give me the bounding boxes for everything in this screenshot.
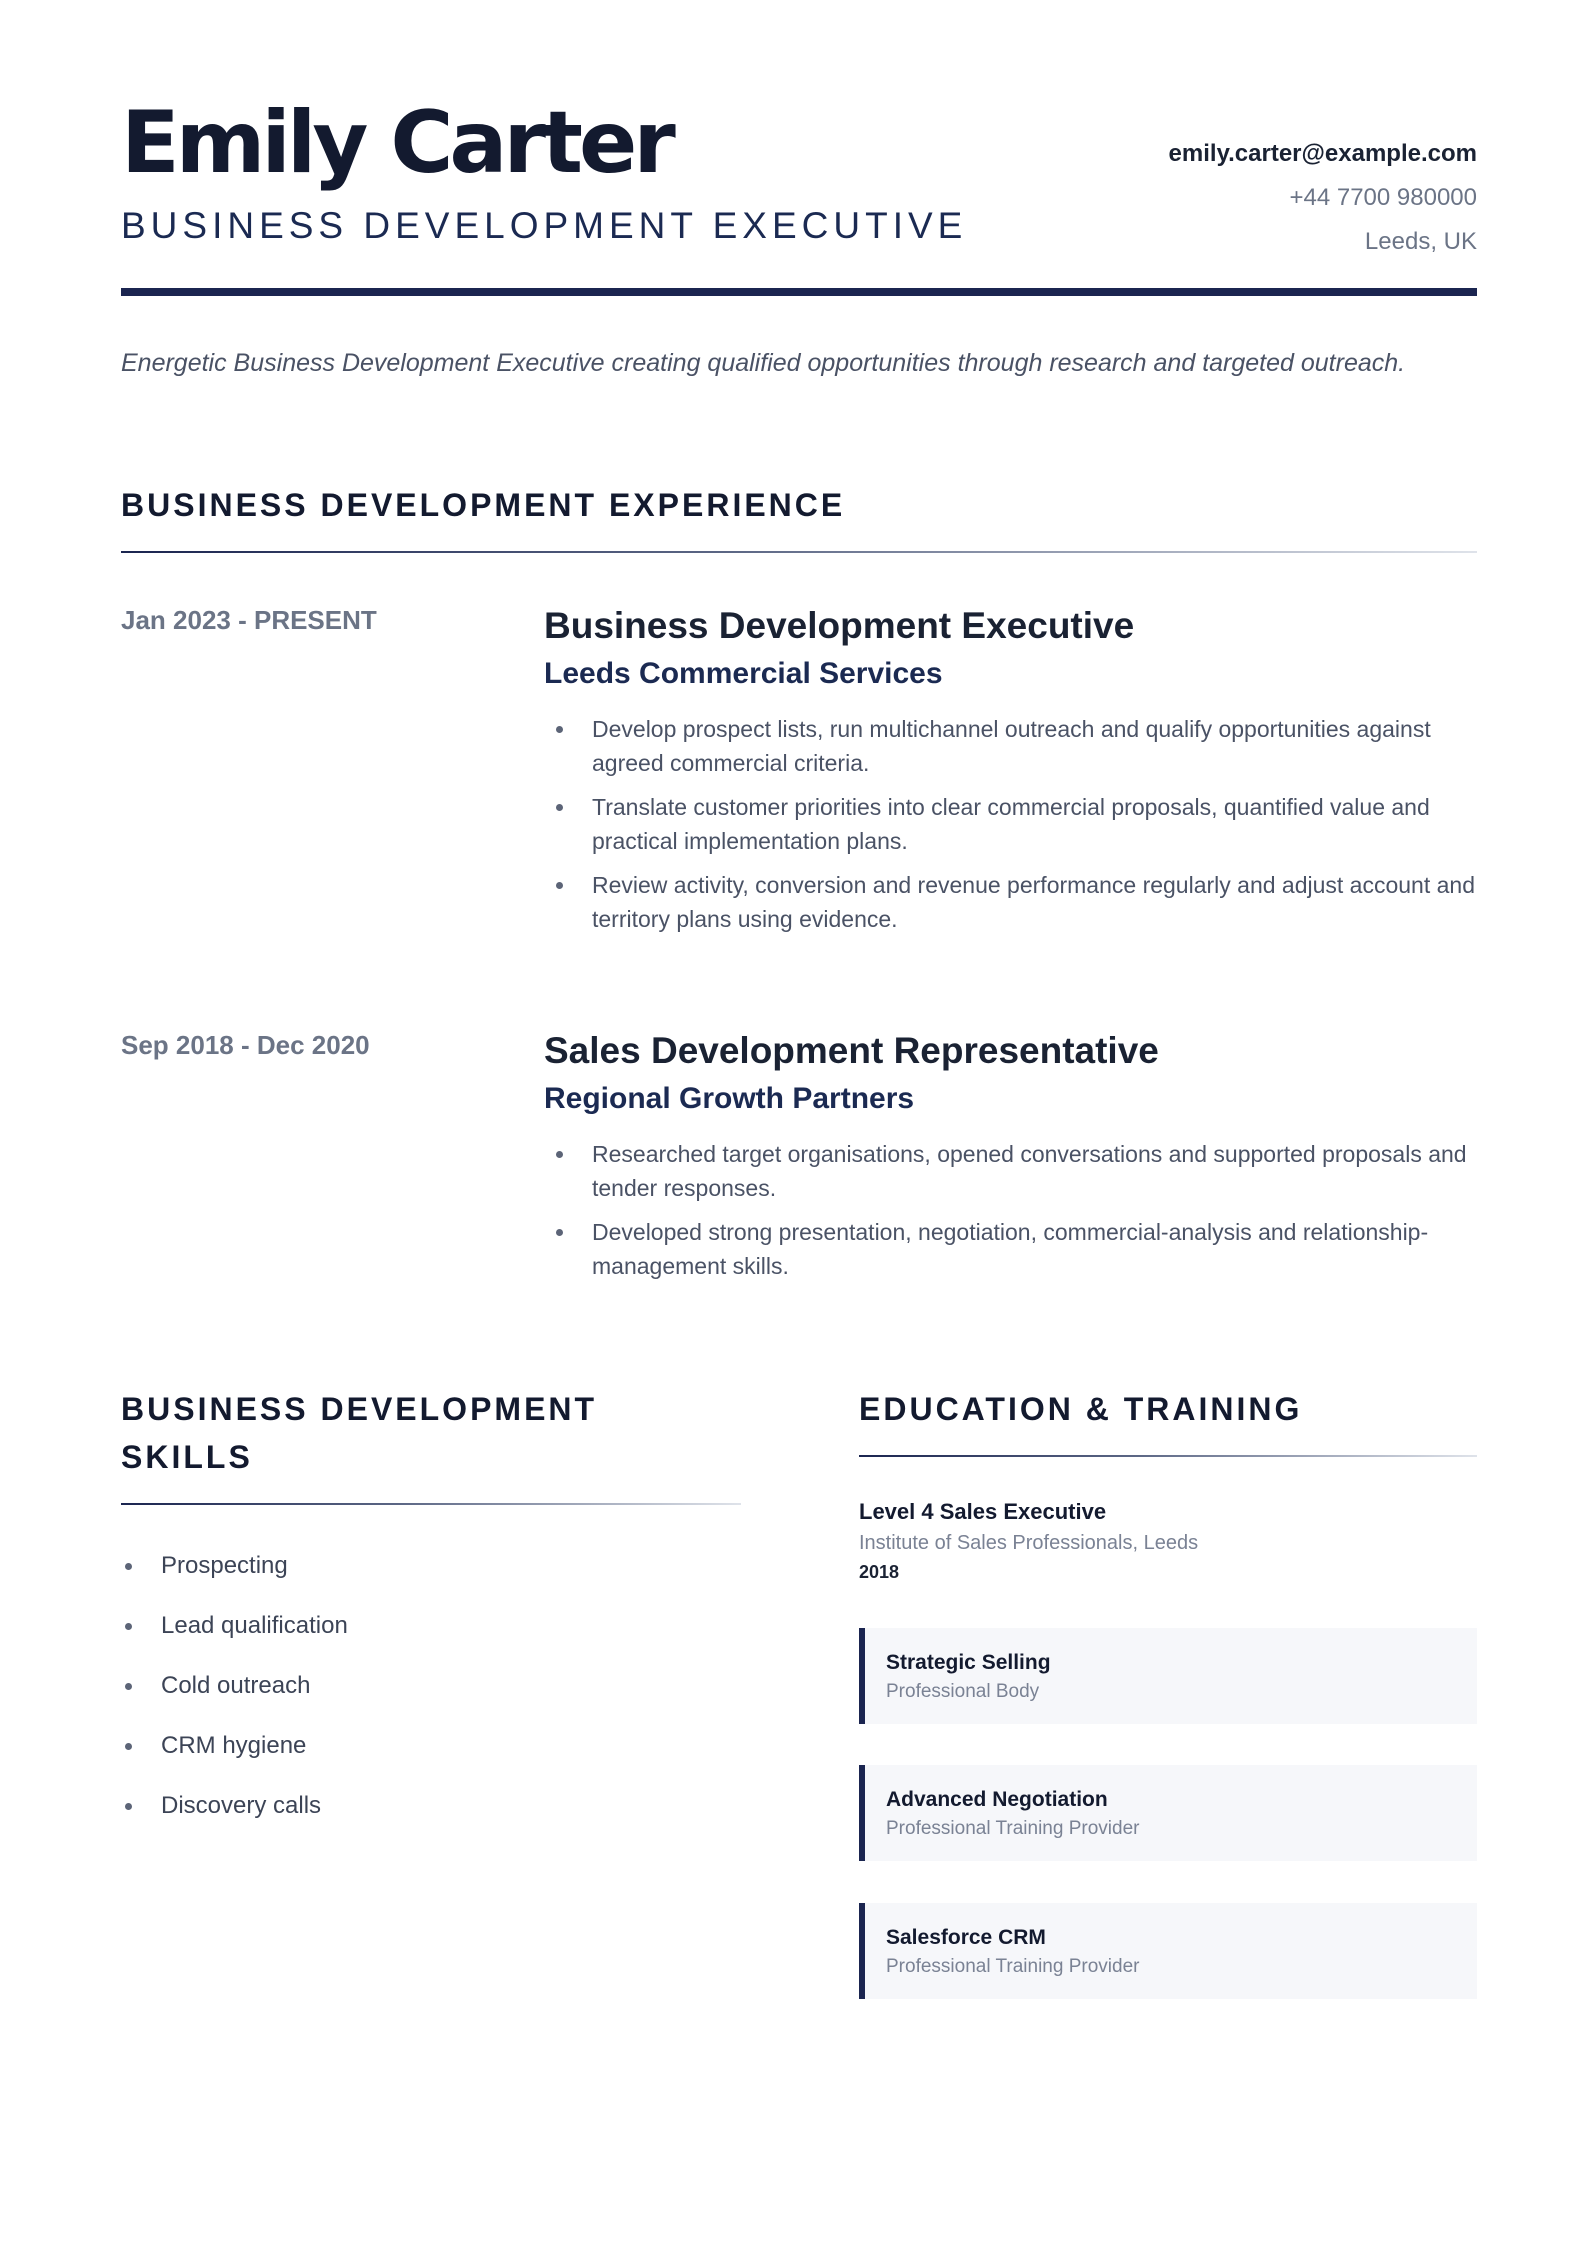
- skill-label: CRM hygiene: [161, 1732, 307, 1759]
- certification-card: [859, 1628, 1477, 1724]
- job-bullet-text: Develop prospect lists, run multichannel outreach and qualify opportunities against agreed commercial criteria.: [592, 716, 1431, 776]
- bullet-dot-icon: [125, 1623, 132, 1630]
- job-company: Regional Growth Partners: [544, 1082, 915, 1115]
- contact-block: [1169, 132, 1477, 264]
- skill-label: Cold outreach: [161, 1672, 311, 1699]
- certification-name: Salesforce CRM: [886, 1926, 1046, 1949]
- skill-label: Discovery calls: [161, 1792, 322, 1819]
- bullet-dot-icon: [125, 1563, 132, 1570]
- education-heading: EDUCATION & TRAINING: [859, 1391, 1303, 1427]
- bullet-dot-icon: [556, 882, 563, 889]
- job-dates: Sep 2018 - Dec 2020: [121, 1030, 370, 1060]
- skill-item: [121, 1536, 741, 1596]
- certification-card: [859, 1903, 1477, 1999]
- skill-item: [121, 1596, 741, 1656]
- education-year: 2018: [859, 1562, 900, 1582]
- contact-phone: +44 7700 980000: [1289, 184, 1477, 211]
- professional-summary: Energetic Business Development Executive creating qualified opportunities through research and targeted outreach.: [121, 349, 1406, 377]
- job-bullet-text: Researched target organisations, opened conversations and supported proposals and tender responses.: [592, 1141, 1467, 1201]
- job-bullets: [544, 712, 1477, 936]
- job-dates: Jan 2023 - PRESENT: [121, 605, 377, 635]
- job-bullets: [544, 1137, 1477, 1283]
- bullet-dot-icon: [125, 1803, 132, 1810]
- job-role: Business Development Executive: [544, 605, 1135, 646]
- job-bullet: [544, 1137, 1477, 1205]
- header-divider: [121, 288, 1477, 296]
- job-bullet: [544, 712, 1477, 780]
- bullet-dot-icon: [125, 1743, 132, 1750]
- experience-divider: [121, 551, 1477, 553]
- job-bullet-text: Developed strong presentation, negotiation, commercial-analysis and relationship-management skills.: [592, 1219, 1429, 1279]
- bullet-dot-icon: [556, 1229, 563, 1236]
- contact-location: Leeds, UK: [1364, 228, 1477, 255]
- skill-item: [121, 1776, 741, 1836]
- job-bullet: [544, 1215, 1477, 1283]
- candidate-name: Emily Carter: [121, 93, 672, 193]
- job-role: Sales Development Representative: [544, 1030, 1159, 1071]
- skills-heading-line-1: BUSINESS DEVELOPMENT: [121, 1391, 598, 1427]
- certification-org: Professional Body: [886, 1681, 1040, 1702]
- bullet-dot-icon: [125, 1683, 132, 1690]
- experience-heading: BUSINESS DEVELOPMENT EXPERIENCE: [121, 487, 846, 523]
- skill-label: Prospecting: [161, 1552, 288, 1579]
- resume-header: [121, 88, 1477, 298]
- job-bullet-text: Review activity, conversion and revenue performance regularly and adjust account and territory plans using evidence.: [592, 872, 1476, 932]
- candidate-title: BUSINESS DEVELOPMENT EXECUTIVE: [121, 205, 968, 246]
- certification-card: [859, 1765, 1477, 1861]
- bullet-dot-icon: [556, 804, 563, 811]
- job-details: [544, 600, 1477, 946]
- skills-list: [121, 1536, 741, 1836]
- contact-email[interactable]: emily.carter@example.com: [1168, 140, 1477, 167]
- job-details: [544, 1025, 1477, 1293]
- certification-name: Advanced Negotiation: [886, 1788, 1108, 1811]
- job-company: Leeds Commercial Services: [544, 657, 943, 690]
- bullet-dot-icon: [556, 1151, 563, 1158]
- job-bullet-text: Translate customer priorities into clear commercial proposals, quantified value and practical implementation plans.: [592, 794, 1430, 854]
- education-entry: [859, 1496, 1477, 1586]
- skill-item: [121, 1656, 741, 1716]
- skills-heading-line-2: SKILLS: [121, 1439, 253, 1475]
- certification-org: Professional Training Provider: [886, 1956, 1140, 1977]
- bullet-dot-icon: [556, 726, 563, 733]
- skill-item: [121, 1716, 741, 1776]
- certification-org: Professional Training Provider: [886, 1818, 1140, 1839]
- skill-label: Lead qualification: [161, 1612, 348, 1639]
- job-bullet: [544, 790, 1477, 858]
- education-divider: [859, 1455, 1477, 1457]
- certification-name: Strategic Selling: [886, 1651, 1051, 1674]
- education-qualification: Level 4 Sales Executive: [859, 1499, 1107, 1524]
- job-bullet: [544, 868, 1477, 936]
- skills-divider: [121, 1503, 741, 1505]
- education-institution: Institute of Sales Professionals, Leeds: [859, 1532, 1199, 1554]
